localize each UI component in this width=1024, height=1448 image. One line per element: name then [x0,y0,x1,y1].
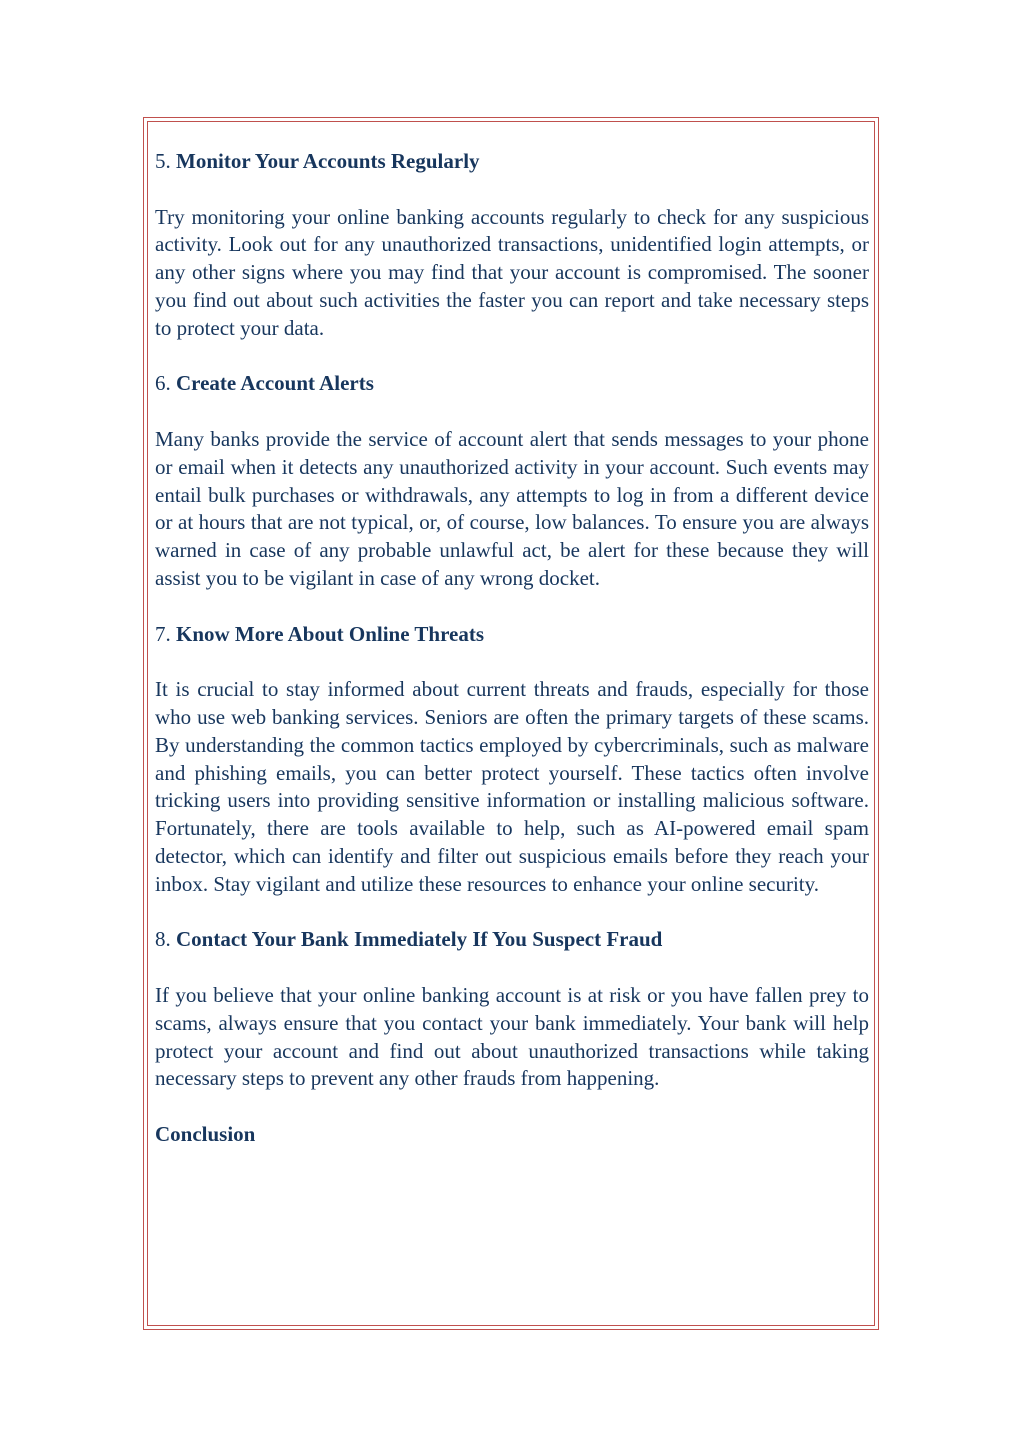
section-title: Contact Your Bank Immediately If You Suspect Fraud [176,927,663,952]
conclusion-heading: Conclusion [155,1121,256,1146]
section-number: 5. [155,149,171,173]
section-body-6: Many banks provide the service of account alert that sends messages to your phone or email when it detects any unauthorized activity in your account. Such events may entail bulk purchases or withdrawals, any attempts to log in from a different device or at hours that are not typical, or, of course, low balances. To ensure you are always warned in case of any probable unlawful act, be alert for these because they will assist you to be vigilant in case of any wrong docket. [155,426,869,590]
section-number: 7. [155,621,171,646]
section-heading-8 [155,926,869,954]
document-content [155,148,869,1149]
section-body-7: It is crucial to stay informed about current threats and frauds, especially for those who use web banking services. Seniors are often the primary targets of these scams. By understanding the common tactics employed by cybercriminals, such as malware and phishing emails, you can better protect yourself. These tactics often involve tricking users into providing sensitive information or installing malicious software. Fortunately, there are tools available to help, such as AI-powered email spam detector, which can identify and filter out suspicious emails before they reach your inbox. Stay vigilant and utilize these resources to enhance your online security. [155,677,869,896]
section-number: 6. [155,371,171,396]
section-title: Monitor Your Accounts Regularly [176,149,480,173]
section-body-5: Try monitoring your online banking accounts regularly to check for any suspicious activity. Look out for any unauthorized transactions, unidentified login attempts, or any other signs where you may find that your account is compromised. The sooner you find out about such activities the faster you can report and take necessary steps to protect your data. [155,204,869,340]
section-heading-5 [155,148,869,176]
section-title: Know More About Online Threats [176,621,485,646]
section-body-8: If you believe that your online banking account is at risk or you have fallen prey to scams, always ensure that you contact your bank immediately. Your bank will help protect your account and find out about unauthorized transactions while taking necessary steps to prevent any other frauds from happening. [155,982,869,1091]
section-number: 8. [155,927,171,952]
section-heading-7 [155,621,869,649]
section-heading-6 [155,370,869,398]
section-title: Create Account Alerts [176,371,374,396]
